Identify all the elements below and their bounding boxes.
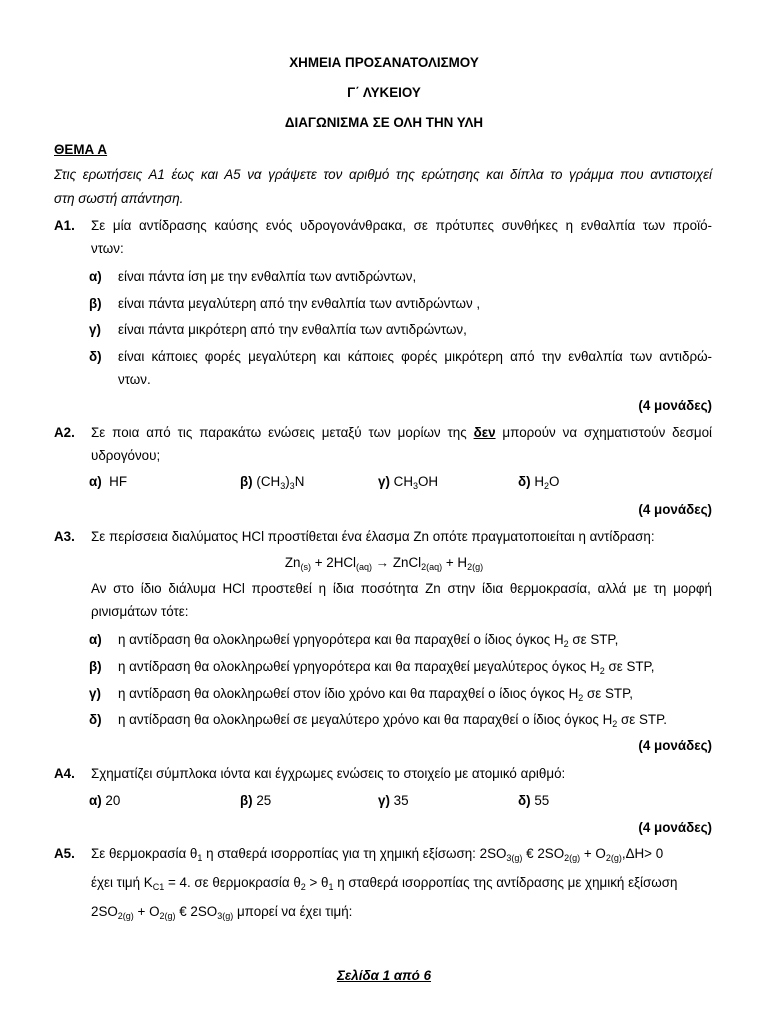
instructions-line-2: στη σωστή απάντηση.: [54, 191, 184, 206]
formula-subscript: 2(g): [605, 853, 622, 863]
formula-subscript: 3: [289, 481, 295, 491]
formula-part: OH: [418, 474, 439, 489]
formula-part: N: [294, 474, 305, 489]
formula-subscript: 2(g): [564, 853, 581, 863]
question-a2-stem-1: [91, 424, 712, 442]
option-text: 35: [389, 793, 409, 808]
question-number-a1: Α1.: [54, 218, 75, 233]
option-a: [89, 792, 120, 810]
text-part: η σταθερά ισορροπίας για τη χημική εξίσωση: 2SO: [202, 846, 507, 861]
option-letter: β): [89, 296, 102, 311]
option-text-part: σε STP,: [604, 659, 655, 674]
question-a1-stem-2: ντων:: [91, 241, 124, 256]
option-text: [118, 631, 618, 649]
question-a4-stem: Σχηματίζει σύμπλοκα ιόντα και έγχρωμες ενώσεις το στοιχείο με ατομικό αριθμό:: [91, 766, 566, 781]
option-letter: β): [240, 793, 253, 808]
option-text-part: σε STP.: [617, 712, 668, 727]
formula-subscript: 3: [280, 481, 286, 491]
text-part: έχει τιμή K: [91, 875, 153, 890]
marks-label: (4 μονάδες): [638, 502, 712, 517]
formula-subscript: 1: [197, 853, 203, 863]
text-part: = 4. σε θερμοκρασία θ: [164, 875, 301, 890]
option-letter: γ): [89, 322, 101, 337]
question-number-a4: Α4.: [54, 766, 75, 781]
option-text: HF: [109, 474, 128, 489]
page-number: Σελίδα 1 από 6: [336, 968, 432, 983]
section-heading: ΘΕΜΑ Α: [54, 142, 108, 157]
option-text: είναι πάντα μικρότερη από την ενθαλπία των αντιδρώντων,: [118, 322, 467, 337]
option-text-part: σε STP,: [583, 686, 633, 701]
option-letter: δ): [89, 349, 102, 364]
text-part: Σε θερμοκρασία θ: [91, 846, 198, 861]
text-part: η σταθερά ισορροπίας της αντίδρασης με χημική εξίσωση: [333, 875, 678, 890]
option-a: [89, 473, 127, 491]
option-letter: α): [89, 474, 102, 489]
option-text: είναι πάντα ίση με την ενθαλπία των αντιδρώντων,: [118, 269, 417, 284]
option-text-part: η αντίδραση θα ολοκληρωθεί γρηγορότερα και θα παραχθεί μεγαλύτερος όγκος H: [118, 659, 600, 674]
option-text-continued: ντων.: [118, 372, 151, 387]
option-letter: δ): [89, 712, 102, 727]
option-letter: γ): [89, 686, 101, 701]
formula-part: + H: [442, 555, 468, 570]
formula-subscript: 2: [563, 639, 569, 649]
text-part: ,ΔΗ> 0: [621, 846, 664, 861]
formula-part: H: [534, 474, 544, 489]
formula-part: → ZnCl: [372, 555, 422, 570]
exam-title: ΔΙΑΓΩΝΙΣΜΑ ΣΕ ΟΛΗ ΤΗΝ ΥΛΗ: [284, 115, 484, 130]
text-part: > θ: [305, 875, 329, 890]
option-d: [518, 792, 549, 810]
formula-part: + 2HCl: [311, 555, 357, 570]
text-part: € 2SO: [522, 846, 565, 861]
option-b: [240, 473, 304, 491]
formula-subscript: 2: [300, 882, 306, 892]
question-a5-line-1: [91, 845, 663, 863]
formula-subscript: 1: [328, 882, 334, 892]
option-text: είναι κάποιες φορές μεγαλύτερη και κάποιες φορές μικρότερη από την ενθαλπία των αντιδρώ-: [118, 349, 712, 364]
formula-subscript: 3(g): [506, 853, 523, 863]
question-a3-stem-3: ρινισμάτων τότε:: [91, 604, 189, 619]
page-title: ΧΗΜΕΙΑ ΠΡΟΣΑΝΑΤΟΛΙΣΜΟΥ: [289, 55, 479, 70]
option-text-part: η αντίδραση θα ολοκληρωθεί στον ίδιο χρόνο και θα παραχθεί ο ίδιος όγκος H: [118, 686, 579, 701]
formula-subscript: (aq): [356, 562, 373, 572]
option-text-part: η αντίδραση θα ολοκληρωθεί σε μεγαλύτερο χρόνο και θα παραχθεί ο ίδιος όγκος H: [118, 712, 613, 727]
question-a2-stem-2: υδρογόνου;: [91, 448, 161, 463]
formula-subscript: 3: [413, 481, 419, 491]
reaction-equation: [0, 554, 768, 572]
option-letter: β): [240, 474, 253, 489]
option-letter: α): [89, 793, 102, 808]
option-letter: β): [89, 659, 102, 674]
text-part: + O: [133, 904, 160, 919]
formula-subscript: 2: [578, 693, 584, 703]
formula-subscript: (s): [300, 562, 311, 572]
question-number-a2: Α2.: [54, 425, 75, 440]
question-a3-stem-2: Αν στο ίδιο διάλυμα HCl προστεθεί η ίδια ποσότητα Zn στην ίδια θερμοκρασία, αλλά με τη μορφή: [91, 581, 712, 596]
question-a3-stem-1: Σε περίσσεια διαλύματος HCl προστίθεται ένα έλασμα Zn οπότε πραγματοποιείται η αντίδραση:: [91, 529, 655, 544]
stem-text: Σε ποια από τις παρακάτω ενώσεις μεταξύ των μορίων της: [91, 425, 474, 440]
option-letter: α): [89, 632, 102, 647]
formula-part: ): [285, 474, 290, 489]
formula-part: CH: [393, 474, 413, 489]
option-c: [378, 792, 409, 810]
formula-subscript: 3(g): [217, 911, 234, 921]
formula-subscript: 2(g): [117, 911, 134, 921]
option-letter: δ): [518, 474, 531, 489]
option-d: [518, 473, 559, 491]
question-a5-line-3: [91, 903, 352, 921]
text-part: € 2SO: [175, 904, 218, 919]
option-text: [118, 658, 654, 676]
instructions-line-1: Στις ερωτήσεις Α1 έως και Α5 να γράψετε τον αριθμό της ερώτησης και δίπλα το γράμμα που αντιστοιχεί: [54, 167, 712, 182]
option-text: 25: [252, 793, 272, 808]
option-text: είναι πάντα μεγαλύτερη από την ενθαλπία των αντιδρώντων ,: [118, 296, 481, 311]
formula-subscript: 2(aq): [421, 562, 443, 572]
marks-label: (4 μονάδες): [638, 398, 712, 413]
formula-subscript: 2: [544, 481, 550, 491]
formula-subscript: 2(g): [467, 562, 484, 572]
formula-subscript: 2: [599, 666, 605, 676]
option-c: [378, 473, 438, 491]
formula-part: Zn: [284, 555, 301, 570]
marks-label: (4 μονάδες): [638, 738, 712, 753]
formula-subscript: 2(g): [159, 911, 176, 921]
stem-text: μπορούν να σχηματιστούν δεσμοί: [495, 425, 712, 440]
formula-part: (CH: [256, 474, 281, 489]
text-part: + O: [580, 846, 606, 861]
question-number-a5: Α5.: [54, 846, 75, 861]
option-letter: δ): [518, 793, 531, 808]
formula-part: O: [549, 474, 560, 489]
formula-subscript: 2: [612, 719, 618, 729]
negation-word: δεν: [473, 425, 496, 440]
option-text-part: σε STP,: [568, 632, 619, 647]
question-a5-line-2: [91, 874, 677, 892]
question-number-a3: Α3.: [54, 529, 75, 544]
option-b: [240, 792, 271, 810]
option-letter: γ): [378, 793, 390, 808]
option-text: 20: [101, 793, 121, 808]
option-text: [118, 711, 667, 729]
text-part: 2SO: [91, 904, 118, 919]
option-text: 55: [530, 793, 550, 808]
option-text: [118, 685, 633, 703]
question-a1-stem-1: Σε μία αντίδρασης καύσης ενός υδρογονάνθρακα, σε πρότυπες συνθήκες η ενθαλπία των προϊό-: [91, 218, 712, 233]
class-title: Γ΄ ΛΥΚΕΙΟΥ: [347, 85, 421, 100]
option-text-part: η αντίδραση θα ολοκληρωθεί γρηγορότερα και θα παραχθεί ο ίδιος όγκος H: [118, 632, 564, 647]
option-letter: α): [89, 269, 102, 284]
text-part: μπορεί να έχει τιμή:: [233, 904, 353, 919]
marks-label: (4 μονάδες): [638, 820, 712, 835]
option-letter: γ): [378, 474, 390, 489]
formula-subscript: C1: [152, 882, 165, 892]
